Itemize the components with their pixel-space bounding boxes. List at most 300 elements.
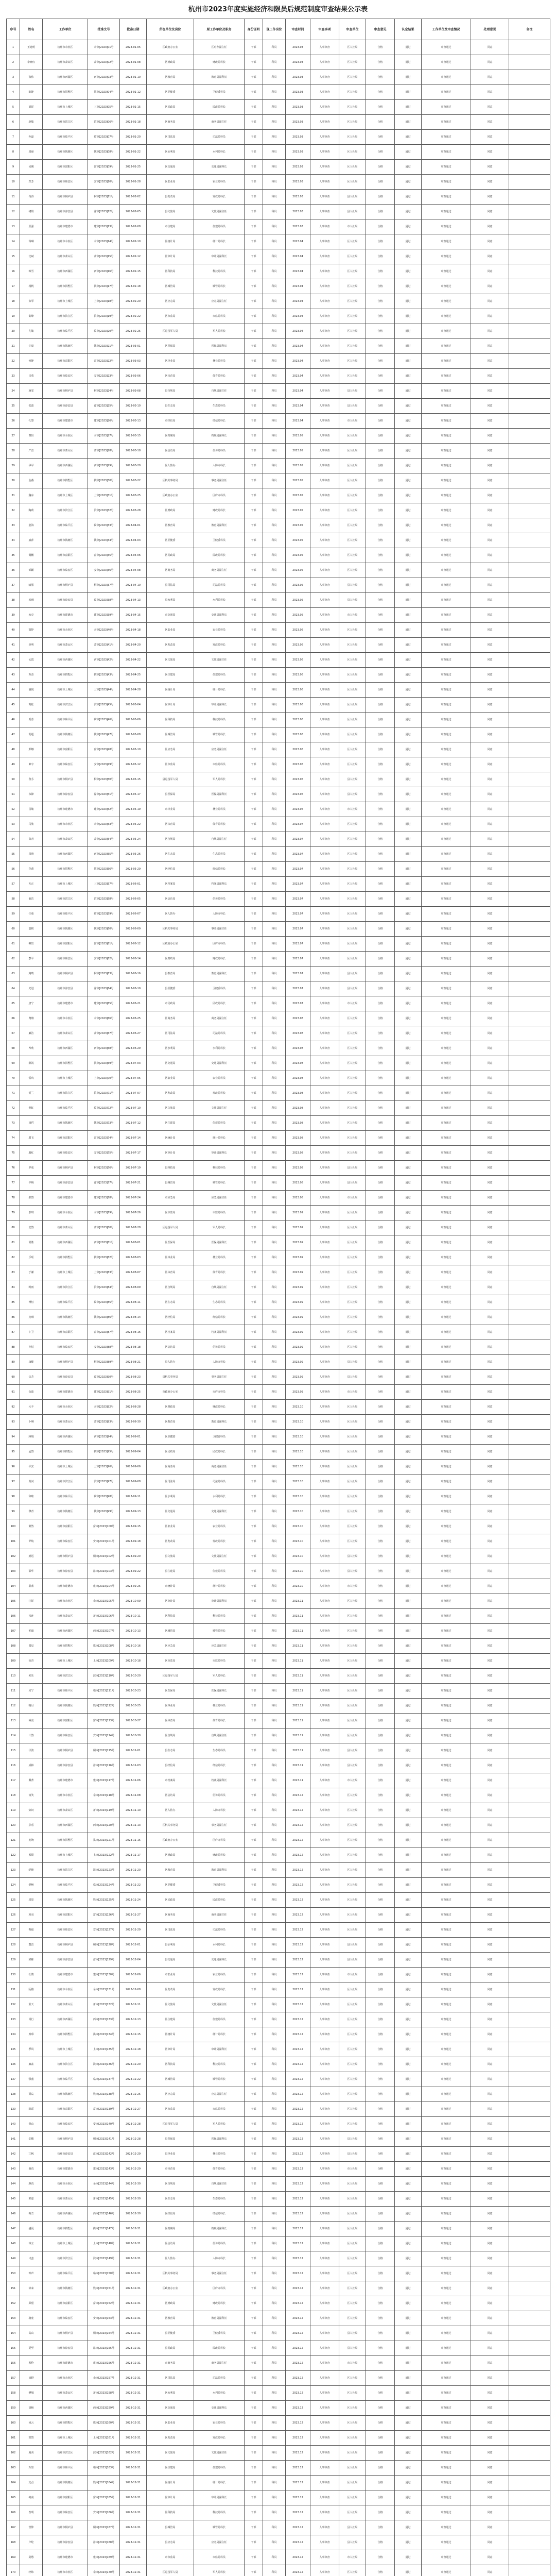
table-cell: 科员 [263, 1609, 286, 1624]
table-cell [509, 2476, 550, 2490]
table-cell: 余审[2023]157号 [88, 2371, 120, 2386]
table-cell: 区医保局 [147, 1684, 194, 1699]
table-cell: 科员 [263, 1938, 286, 1953]
table-cell: 区人社局 [339, 429, 366, 444]
table-cell: 明月 [20, 1699, 43, 1714]
table-cell: 合格 [366, 1235, 395, 1250]
table-cell: 干部 [245, 1445, 263, 1460]
table-cell: 市交通局 [147, 608, 194, 623]
table-cell: 合格 [366, 1504, 395, 1519]
table-cell: 区机关事务局 [147, 2266, 194, 2281]
table-cell: 审查通过 [422, 175, 471, 190]
table-cell: 民政局科长 [194, 1893, 245, 1908]
table-cell: 区应急局 [147, 1639, 194, 1654]
table-cell: 临审[2023]46号 [88, 713, 120, 727]
table-cell: 市市监局 [147, 2550, 194, 2565]
table-row [7, 2057, 550, 2072]
table-cell: 县司法局 [147, 578, 194, 593]
table-cell: 合格 [366, 2162, 395, 2177]
table-cell: 合格 [366, 444, 395, 459]
table-cell: 同意 [471, 1116, 509, 1131]
table-cell: 通过 [395, 324, 422, 339]
table-cell: 干部 [245, 1863, 263, 1878]
table-cell: 姚远 [20, 1549, 43, 1564]
table-cell: 2023-06-19 [120, 981, 147, 996]
table-cell: 审查通过 [422, 2177, 471, 2192]
table-cell: 2023-04-20 [120, 638, 147, 653]
table-cell: 杭州市拱墅区 [43, 862, 88, 877]
table-cell: 合格 [366, 683, 395, 698]
table-cell: 萧审[2023]80号 [88, 1221, 120, 1235]
table-cell: 科员 [263, 817, 286, 832]
table-cell: 通过 [395, 2550, 422, 2565]
table-cell: 强盛 [20, 2072, 43, 2087]
table-cell: 审查通过 [422, 1534, 471, 1549]
table-cell: 56 [7, 862, 20, 877]
table-cell: 审查通过 [422, 1878, 471, 1893]
table-cell: 蔡伦 [20, 2356, 43, 2371]
table-cell: 同意 [471, 967, 509, 981]
table-cell: 33 [7, 518, 20, 533]
table-cell [509, 1953, 550, 1968]
table-cell [509, 1250, 550, 1265]
table-cell: 2023-09-22 [120, 1564, 147, 1579]
table-cell: 141 [7, 2132, 20, 2147]
table-cell: 人事审查 [310, 279, 339, 294]
table-cell: 科员 [263, 70, 286, 85]
table-cell: 合格 [366, 1863, 395, 1878]
table-cell: 91 [7, 1385, 20, 1400]
table-cell: 163 [7, 2461, 20, 2476]
table-cell: 合格 [366, 1310, 395, 1325]
table-cell: 住建局科员 [194, 219, 245, 234]
table-cell: 教育局副科长 [194, 1863, 245, 1878]
table-cell: 科员 [263, 608, 286, 623]
table-cell: 同意 [471, 742, 509, 757]
table-cell [509, 1475, 550, 1489]
table-cell: 同意 [471, 1818, 509, 1833]
table-cell: 区人社局 [339, 757, 366, 772]
table-cell: 人事审查 [310, 219, 339, 234]
table-cell: 邹颖 [20, 563, 43, 578]
table-cell: 苏杰 [20, 668, 43, 683]
table-cell: 通过 [395, 2251, 422, 2266]
table-cell: 区人社局 [339, 847, 366, 862]
table-cell: 杭州市拱墅区 [43, 473, 88, 488]
table-cell: 合格 [366, 2296, 395, 2311]
table-cell: 区人社局 [339, 1728, 366, 1743]
table-cell: 2023-10-23 [120, 1684, 147, 1699]
table-cell: 人事审查 [310, 2042, 339, 2057]
table-cell: 17 [7, 279, 20, 294]
table-cell: 干部 [245, 1938, 263, 1953]
table-cell: 通过 [395, 1400, 422, 1415]
table-row [7, 324, 550, 339]
table-cell: 通过 [395, 145, 422, 160]
table-cell: 同意 [471, 981, 509, 996]
table-cell: 2023.03 [286, 175, 310, 190]
table-cell: 科员 [263, 1445, 286, 1460]
table-row [7, 2012, 550, 2027]
table-cell: 科员 [263, 55, 286, 70]
table-row [7, 653, 550, 668]
table-cell: 魏东 [20, 488, 43, 503]
table-cell: 区人社局 [339, 832, 366, 847]
table-cell: 商务局副主任 [194, 563, 245, 578]
table-cell: 人事审查 [310, 1161, 339, 1176]
table-cell: 县经信局 [147, 1758, 194, 1773]
table-cell: 科员 [263, 653, 286, 668]
table-cell: 合格 [366, 832, 395, 847]
table-cell: 麻雀 [20, 2057, 43, 2072]
table-cell: 2023-12-06 [120, 1968, 147, 1982]
table-cell: 通过 [395, 1579, 422, 1594]
table-cell: 2023.12 [286, 1878, 310, 1893]
table-row [7, 1071, 550, 1086]
table-cell: 科员 [263, 1519, 286, 1534]
table-cell: 科员 [263, 1758, 286, 1773]
table-cell: 2023-04-15 [120, 608, 147, 623]
table-cell: 科员 [263, 2042, 286, 2057]
table-cell: 县人社局 [339, 2132, 366, 2147]
table-row [7, 922, 550, 937]
table-cell: 科员 [263, 1564, 286, 1579]
table-cell: 区教育局 [147, 518, 194, 533]
table-cell: 顾城 [20, 1430, 43, 1445]
table-cell: 审查通过 [422, 832, 471, 847]
table-cell: 人事审查 [310, 294, 339, 309]
table-cell: 人事审查 [310, 817, 339, 832]
table-cell: 通过 [395, 219, 422, 234]
table-cell: 审查通过 [422, 802, 471, 817]
table-cell: 区财政局 [147, 2296, 194, 2311]
table-cell: 同意 [471, 683, 509, 698]
table-cell: 合格 [366, 2386, 395, 2401]
table-cell: 韩雪 [20, 264, 43, 279]
table-cell: 农业局科员 [194, 1968, 245, 1982]
table-cell: 文旅局副主任 [194, 1997, 245, 2012]
table-cell: 同意 [471, 1968, 509, 1982]
table-cell: 2023.08 [286, 1041, 310, 1056]
table-cell: 区人防办 [147, 2251, 194, 2266]
table-cell: 158 [7, 2386, 20, 2401]
table-cell: 贾岛 [20, 2087, 43, 2102]
table-cell: 杭州市西湖区 [43, 2401, 88, 2416]
table-cell: 桐审[2023]24号 [88, 384, 120, 399]
table-cell: 区人社局 [339, 324, 366, 339]
table-cell: 同意 [471, 2446, 509, 2461]
table-cell [509, 2311, 550, 2326]
table-cell: 人事审查 [310, 653, 339, 668]
table-cell: 区人社局 [339, 1534, 366, 1549]
table-cell: 干部 [245, 503, 263, 518]
table-cell: 建审[2023]39号 [88, 608, 120, 623]
table-cell: 金燕 [20, 473, 43, 488]
table-cell: 通过 [395, 1878, 422, 1893]
table-cell: 住建局科员 [194, 668, 245, 683]
table-cell: 区人社局 [339, 2236, 366, 2251]
table-cell: 2023.06 [286, 742, 310, 757]
table-cell: 人事审查 [310, 2117, 339, 2132]
table-cell: 同意 [471, 937, 509, 952]
table-cell: 卫健委科员 [194, 981, 245, 996]
table-cell: 区发改局 [147, 1086, 194, 1101]
table-cell [509, 2027, 550, 2042]
table-cell: 杭州市建德市 [43, 802, 88, 817]
table-cell [509, 1056, 550, 1071]
table-cell: 11 [7, 190, 20, 205]
table-cell: 科员 [263, 772, 286, 787]
table-cell: 干部 [245, 1908, 263, 1923]
table-cell: 2023-06-29 [120, 1041, 147, 1056]
table-cell: 3 [7, 70, 20, 85]
table-cell: 杭州市钱塘区 [43, 922, 88, 937]
table-cell: 钱审[2023]08号 [88, 145, 120, 160]
table-cell: 杭州市上城区 [43, 2431, 88, 2446]
table-cell: 审查通过 [422, 1146, 471, 1161]
table-cell: 合格 [366, 1011, 395, 1026]
table-cell: 余审[2023]14号 [88, 234, 120, 249]
table-cell: 2023-04-08 [120, 563, 147, 578]
table-cell [509, 1743, 550, 1758]
table-cell: 2023.06 [286, 772, 310, 787]
table-row [7, 518, 550, 533]
table-cell: 人防办科长 [194, 2251, 245, 2266]
table-cell: 审查通过 [422, 593, 471, 608]
table-cell: 65 [7, 996, 20, 1011]
table-row [7, 2177, 550, 2192]
table-cell: 35 [7, 548, 20, 563]
table-cell: 2023-04-06 [120, 548, 147, 563]
table-cell: 通过 [395, 2371, 422, 2386]
table-cell: 杭州市上城区 [43, 1654, 88, 1669]
table-cell: 科员 [263, 1250, 286, 1265]
table-cell: 市住建局 [147, 219, 194, 234]
table-cell: 审查通过 [422, 2341, 471, 2356]
table-cell: 科员 [263, 354, 286, 369]
table-row [7, 1624, 550, 1639]
table-cell: 西审[2023]03号 [88, 70, 120, 85]
table-cell: 2023.07 [286, 832, 310, 847]
table-cell: 人事审查 [310, 1818, 339, 1833]
table-cell: 通过 [395, 1041, 422, 1056]
table-cell: 审查通过 [422, 2446, 471, 2461]
table-cell: 2023.11 [286, 1624, 310, 1639]
table-cell: 城管局科长 [194, 1176, 245, 1191]
table-cell: 18 [7, 294, 20, 309]
table-cell: 合格 [366, 1549, 395, 1564]
table-cell: 科员 [263, 1833, 286, 1848]
table-cell: 建审[2023]65号 [88, 996, 120, 1011]
table-cell: 通过 [395, 2236, 422, 2251]
table-cell: 高山 [20, 2326, 43, 2341]
table-cell: 通过 [395, 1848, 422, 1863]
table-cell: 人事审查 [310, 2565, 339, 2576]
table-cell: 科员 [263, 414, 286, 429]
table-row [7, 967, 550, 981]
table-cell: 杭州市上城区 [43, 683, 88, 698]
table-cell: 杭州市临安区 [43, 2311, 88, 2326]
table-cell: 合格 [366, 1594, 395, 1609]
table-cell: 科员 [263, 1878, 286, 1893]
table-cell: 支点 [20, 2476, 43, 2490]
table-cell: 科员 [263, 1549, 286, 1564]
table-cell: 同意 [471, 1101, 509, 1116]
table-cell: 农业局科员 [194, 175, 245, 190]
table-cell: 科员 [263, 1325, 286, 1340]
table-cell: 杭州市西湖区 [43, 1041, 88, 1056]
table-cell: 人事审查 [310, 1086, 339, 1101]
table-cell: 2023.11 [286, 1684, 310, 1699]
table-cell [509, 1026, 550, 1041]
table-cell: 122 [7, 1848, 20, 1863]
table-cell: 区人社局 [339, 175, 366, 190]
table-cell: 杭州市淳安县 [43, 205, 88, 219]
table-cell: 杭州市建德市 [43, 2550, 88, 2565]
table-cell: 科员 [263, 294, 286, 309]
table-cell: 区教育局 [147, 70, 194, 85]
table-cell: 人事审查 [310, 1116, 339, 1131]
table-cell: 2023.12 [286, 2027, 310, 2042]
table-cell: 同意 [471, 1265, 509, 1280]
table-cell: 同意 [471, 1415, 509, 1430]
table-cell: 19 [7, 309, 20, 324]
table-cell [509, 1355, 550, 1370]
table-cell: 合格 [366, 1460, 395, 1475]
table-cell: 2023-09-25 [120, 1579, 147, 1594]
table-cell: 体育局科长 [194, 1714, 245, 1728]
table-cell: 潘悦 [20, 683, 43, 698]
table-cell: 通过 [395, 937, 422, 952]
table-cell [509, 249, 550, 264]
table-cell: 合格 [366, 459, 395, 473]
table-cell [509, 2446, 550, 2461]
table-cell: 滨审[2023]71号 [88, 1086, 120, 1101]
table-cell [509, 1982, 550, 1997]
table-cell: 上审[2023]44号 [88, 683, 120, 698]
table-cell: 审查通过 [422, 384, 471, 399]
table-cell: 审查通过 [422, 1743, 471, 1758]
table-cell: 干部 [245, 2535, 263, 2550]
table-cell: 通过 [395, 2207, 422, 2222]
table-cell: 99 [7, 1504, 20, 1519]
table-cell: 发改局科长 [194, 638, 245, 653]
table-cell: 科员 [263, 2461, 286, 2476]
table-cell: 2023-06-25 [120, 1011, 147, 1026]
table-cell: 审查通过 [422, 1997, 471, 2012]
table-cell: 合格 [366, 1176, 395, 1191]
table-cell: 柳岩 [20, 937, 43, 952]
table-cell [509, 2296, 550, 2311]
table-cell: 钱审[2023]138号 [88, 2087, 120, 2102]
table-cell: 区政府办公室 [147, 2281, 194, 2296]
table-cell: 杭州市上城区 [43, 100, 88, 115]
table-cell: 审查通过 [422, 1594, 471, 1609]
table-cell: 同意 [471, 1370, 509, 1385]
table-cell: 审查通过 [422, 2401, 471, 2416]
table-cell: 区信访局 [147, 1340, 194, 1355]
table-cell: 140 [7, 2117, 20, 2132]
table-cell: 通过 [395, 309, 422, 324]
table-cell: 区人社局 [339, 727, 366, 742]
table-cell: 区人社局 [339, 907, 366, 922]
table-cell: 人事审查 [310, 518, 339, 533]
table-cell: 156 [7, 2356, 20, 2371]
table-cell: 杭州市萧山区 [43, 2386, 88, 2401]
table-cell: 干部 [245, 1878, 263, 1893]
table-cell: 安审[2023]127号 [88, 1923, 120, 1938]
table-cell: 人事审查 [310, 952, 339, 967]
table-row [7, 354, 550, 369]
table-cell: 贺兰 [20, 1086, 43, 1101]
table-cell [509, 145, 550, 160]
table-cell: 2023.03 [286, 130, 310, 145]
table-row [7, 847, 550, 862]
table-cell [509, 952, 550, 967]
table-cell: 区人社局 [339, 518, 366, 533]
table-cell: 文旅局副主任 [194, 1549, 245, 1564]
table-cell: 邱壑 [20, 2296, 43, 2311]
table-row [7, 1773, 550, 1788]
table-cell: 2023-12-31 [120, 2520, 147, 2535]
table-cell: 干部 [245, 1101, 263, 1116]
table-cell: 人事审查 [310, 2401, 339, 2416]
table-cell: 杭州市桐庐县 [43, 2520, 88, 2535]
table-cell: 杭州市钱塘区 [43, 1504, 88, 1519]
table-cell: 人事审查 [310, 2162, 339, 2177]
table-cell: 杭州市淳安县 [43, 1370, 88, 1385]
table-cell: 92 [7, 1400, 20, 1415]
table-cell: 县应急局 [147, 2535, 194, 2550]
table-cell: 科员 [263, 2192, 286, 2207]
table-cell: 通过 [395, 369, 422, 384]
table-cell: 审查通过 [422, 1161, 471, 1176]
table-cell: 科员 [263, 160, 286, 175]
table-row [7, 668, 550, 683]
table-cell [509, 2386, 550, 2401]
table-cell: 审查通过 [422, 85, 471, 100]
table-cell: 杭州市钱塘区 [43, 339, 88, 354]
table-cell: 凤翔 [20, 847, 43, 862]
table-cell: 2023-02-18 [120, 279, 147, 294]
table-cell: 人事审查 [310, 683, 339, 698]
table-cell: 萧审[2023]15号 [88, 249, 120, 264]
table-cell: 干部 [245, 877, 263, 892]
table-cell: 94 [7, 1430, 20, 1445]
table-cell: 2023.05 [286, 473, 310, 488]
table-cell: 娄山 [20, 2117, 43, 2132]
table-cell: 信访局科员 [194, 2236, 245, 2251]
table-cell: 杭州市滨江区 [43, 2446, 88, 2461]
table-cell: 杭州市拱墅区 [43, 1445, 88, 1460]
table-cell [509, 847, 550, 862]
table-cell: 2023-12-28 [120, 2117, 147, 2132]
table-cell: 蒋琳 [20, 234, 43, 249]
table-cell: 同意 [471, 219, 509, 234]
table-cell: 审查通过 [422, 967, 471, 981]
table-cell: 2023.06 [286, 668, 310, 683]
table-cell: 经信局科长 [194, 2207, 245, 2222]
table-cell: 干部 [245, 608, 263, 623]
table-cell: 区司法局 [147, 1923, 194, 1938]
table-cell: 人事审查 [310, 369, 339, 384]
table-cell: 通过 [395, 2446, 422, 2461]
table-cell: 区人社局 [339, 2057, 366, 2072]
table-cell: 上审[2023]135号 [88, 2042, 120, 2057]
table-cell: 2023-06-01 [120, 877, 147, 892]
table-cell: 通过 [395, 952, 422, 967]
table-cell: 审查通过 [422, 1818, 471, 1833]
